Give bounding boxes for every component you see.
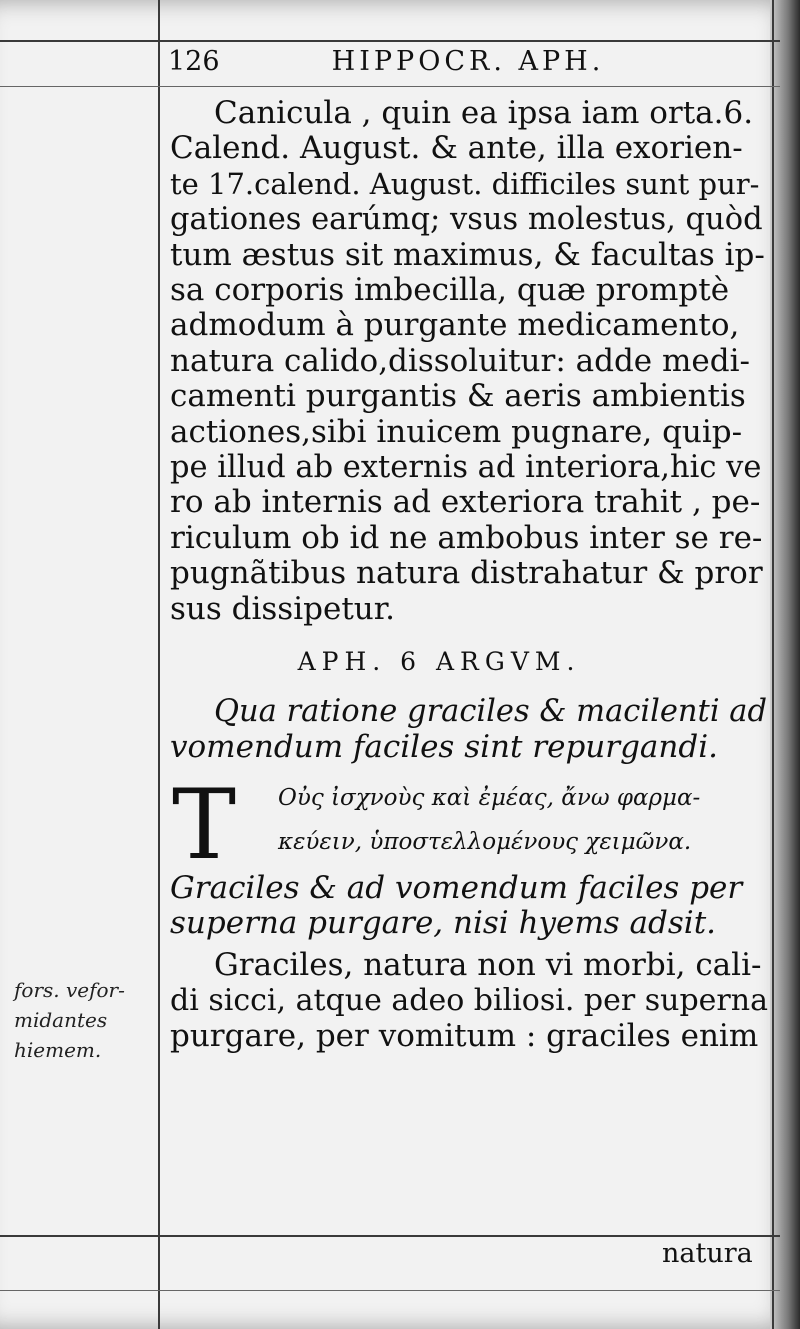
text-line: Canicula , quin ea ipsa iam orta.6. [214, 95, 754, 131]
text-line: Qua ratione graciles & macilenti ad [214, 694, 767, 730]
paragraph-1 [170, 96, 768, 627]
text-line: gationes earúmq; vsus molestus, quòd [170, 202, 763, 238]
running-title: HIPPOCR. APH. [331, 46, 605, 77]
text-line: ro ab internis ad exteriora trahit , pe- [170, 484, 761, 521]
text-line: sus dissipetur. [170, 590, 396, 627]
greek-aphorism [170, 768, 768, 881]
text-line: admodum à purgante medicamento, [170, 307, 740, 344]
handwritten-margin-note [14, 975, 154, 1065]
catchword: natura [662, 1238, 753, 1269]
text-line: pugnãtibus natura distrahatur & pror [170, 555, 763, 592]
greek-line: κεύειν, ὑποστελλομένους χειμῶνα. [278, 828, 692, 855]
top-rule-inner [0, 86, 780, 87]
text-line: sa corporis imbecilla, quæ promptè [170, 272, 730, 309]
latin-translation [170, 871, 768, 942]
text-line: camenti purgantis & aeris ambientis [170, 378, 746, 415]
argument-heading: APH. 6 ARGVM. [297, 647, 581, 677]
bottom-rule-inner [0, 1290, 780, 1291]
text-block [170, 96, 768, 1054]
text-line: vomendum faciles sint repurgandi. [170, 728, 718, 765]
greek-line: Οὐς ἰσχνοὺς καὶ ἐμέας, ἄνω φαρμα- [278, 784, 701, 811]
text-line: riculum ob id ne ambobus inter se re- [170, 519, 763, 556]
page-number: 126 [168, 46, 220, 77]
bottom-rule [0, 1235, 780, 1237]
margin-note-line: midantes [14, 1008, 108, 1032]
text-line: Graciles & ad vomendum faciles per [170, 869, 743, 906]
text-line: tum æstus sit maximus, & facultas ip- [170, 236, 765, 273]
left-margin-rule [158, 0, 160, 1329]
text-line: natura calido,dissoluitur: adde medi- [170, 342, 750, 379]
argument-summary [170, 694, 768, 765]
page-header [168, 44, 768, 84]
text-line: di sicci, atque adeo biliosi. per superna [170, 983, 768, 1019]
text-line: Graciles, natura non vi morbi, cali- [214, 946, 762, 983]
text-line: actiones,sibi inuicem pugnare, quip- [170, 413, 743, 450]
margin-note-line: hiemem. [14, 1038, 102, 1062]
commentary [170, 948, 768, 1054]
text-line: pe illud ab externis ad interiora,hic ve [170, 450, 762, 486]
text-line: superna purgare, nisi hyems adsit. [170, 905, 717, 942]
margin-note-line: fors. vefor- [14, 978, 125, 1002]
right-margin-rule [772, 0, 774, 1329]
text-line: te 17.calend. August. difficiles sunt pur- [170, 166, 760, 201]
top-rule [0, 40, 780, 42]
drop-initial: T [172, 768, 237, 881]
page-gutter-shadow [770, 0, 800, 1329]
text-line: Calend. August. & ante, illa exorien- [170, 130, 743, 167]
text-line: purgare, per vomitum : graciles enim [170, 1017, 759, 1054]
